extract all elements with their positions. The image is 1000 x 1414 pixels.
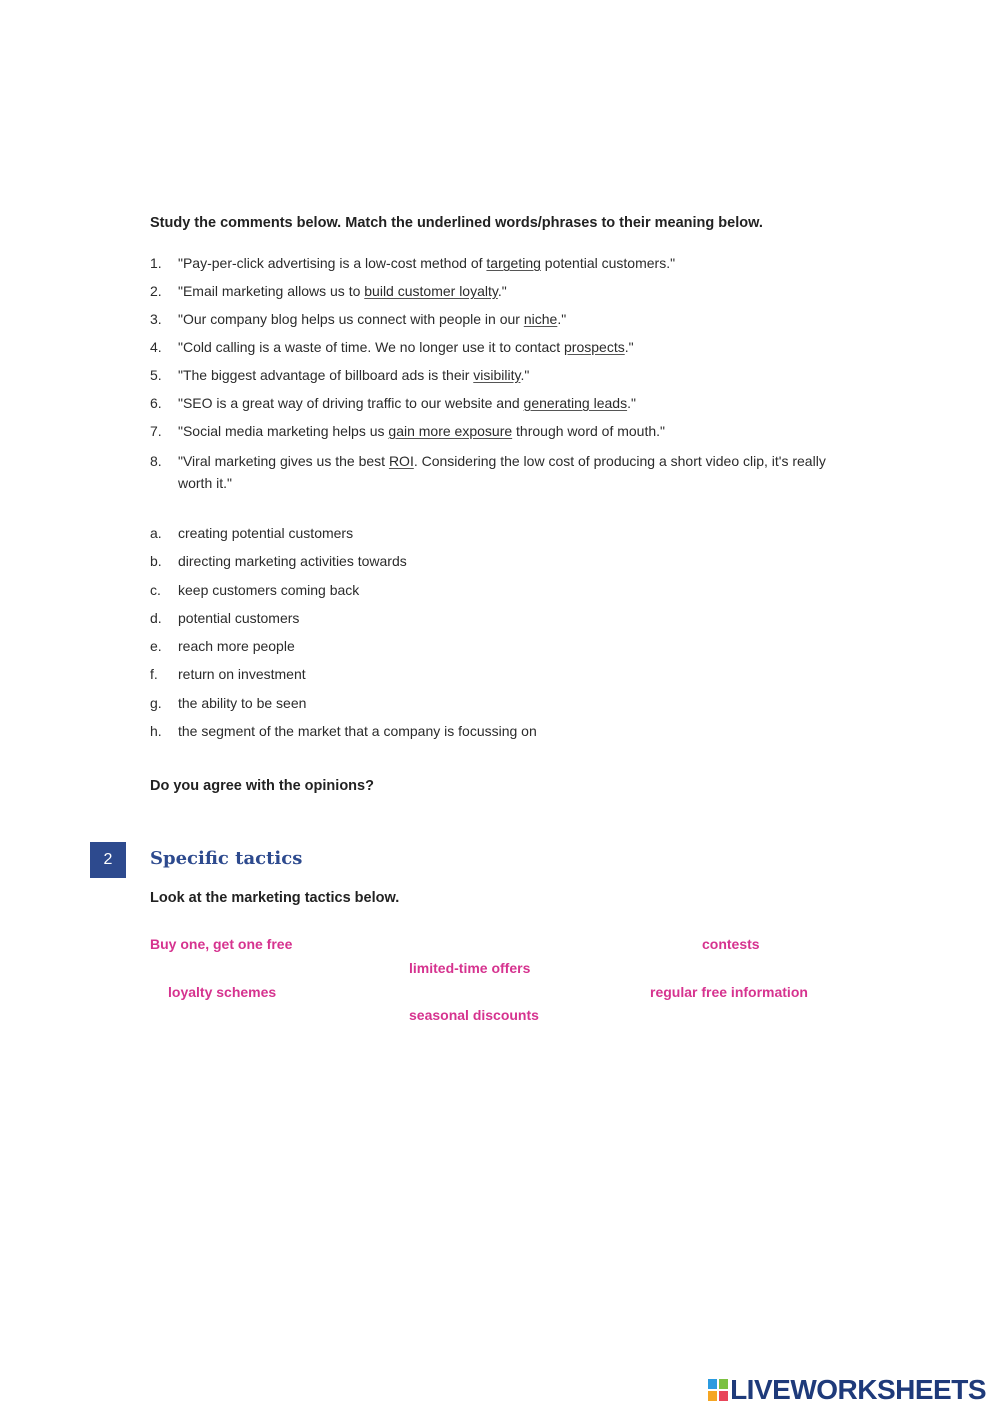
meaning-text: return on investment <box>178 666 306 683</box>
comment-text-after: ." <box>557 311 567 327</box>
meaning-item <box>150 722 537 750</box>
meanings-list <box>150 524 537 750</box>
meaning-text: keep customers coming back <box>178 581 360 598</box>
comment-number: 5. <box>150 367 162 383</box>
underlined-term: gain more exposure <box>388 423 513 439</box>
comment-item <box>150 282 840 301</box>
underlined-term: generating leads <box>523 395 628 411</box>
comment-number: 2. <box>150 283 162 299</box>
underlined-term: prospects <box>564 339 625 355</box>
comment-item <box>150 338 840 357</box>
tactic-word: loyalty schemes <box>168 984 277 1000</box>
logo-text: LIVEWORKSHEETS <box>730 1374 986 1405</box>
meaning-letter: f. <box>150 666 158 683</box>
comment-number: 3. <box>150 311 162 327</box>
liveworksheets-logo <box>708 1374 986 1406</box>
comment-text-before: "Social media marketing helps us <box>178 423 389 439</box>
comment-item <box>150 422 840 441</box>
exercise-instruction: Study the comments below. Match the underlined words/phrases to their meaning below. <box>150 215 763 231</box>
comment-text-after: potential customers." <box>540 255 676 271</box>
meaning-letter: d. <box>150 609 162 626</box>
meaning-text: the segment of the market that a company is focussing on <box>178 723 537 740</box>
comment-text-before: "SEO is a great way of driving traffic to our website and <box>178 395 524 411</box>
liveworksheets-logo-icon <box>708 1379 728 1401</box>
meaning-item <box>150 552 537 580</box>
comment-text-before: "Viral marketing gives us the best <box>178 453 389 469</box>
comment-text-before: "Our company blog helps us connect with people in our <box>178 311 524 327</box>
meaning-letter: g. <box>150 694 162 711</box>
meaning-item <box>150 637 537 665</box>
tactic-word: contests <box>702 936 760 952</box>
comment-number: 6. <box>150 395 162 411</box>
comment-text-after: ." <box>624 339 634 355</box>
comment-item <box>150 394 840 413</box>
underlined-term: niche <box>523 311 558 327</box>
tactic-word: seasonal discounts <box>409 1007 539 1023</box>
comment-number: 8. <box>150 453 162 469</box>
meaning-item <box>150 694 537 722</box>
tactic-word: regular free information <box>650 984 808 1000</box>
meaning-letter: h. <box>150 723 162 740</box>
meaning-text: potential customers <box>178 609 300 626</box>
meaning-text: the ability to be seen <box>178 694 307 711</box>
comments-list <box>150 254 840 503</box>
comment-text-after: ." <box>627 395 636 411</box>
underlined-term: ROI <box>388 453 414 469</box>
underlined-term: visibility <box>473 367 521 383</box>
comment-item <box>150 310 840 329</box>
comment-item <box>150 366 840 385</box>
comment-text-after: through word of mouth." <box>512 423 665 439</box>
tactic-word: limited-time offers <box>409 960 531 976</box>
comment-item <box>150 450 840 494</box>
section-number-badge: 2 <box>90 842 126 878</box>
comment-number: 4. <box>150 339 162 355</box>
comment-item <box>150 254 840 273</box>
comment-text-after: ." <box>497 283 507 299</box>
meaning-item <box>150 665 537 693</box>
underlined-term: build customer loyalty <box>364 283 498 299</box>
meaning-text: directing marketing activities towards <box>178 553 407 570</box>
comment-number: 1. <box>150 255 162 271</box>
comment-text-before: "Email marketing allows us to <box>178 283 365 299</box>
comment-text-before: "Pay-per-click advertising is a low-cost method of <box>178 255 487 271</box>
meaning-text: creating potential customers <box>178 525 354 541</box>
meaning-letter: b. <box>150 553 162 570</box>
comment-text-before: "The biggest advantage of billboard ads is their <box>178 367 474 383</box>
meaning-letter: e. <box>150 638 162 655</box>
comment-text-after: . Considering the low cost of producing a short video clip, it's really worth it." <box>178 453 826 491</box>
tactic-word: Buy one, get one free <box>150 936 293 952</box>
discussion-question: Do you agree with the opinions? <box>150 778 374 794</box>
meaning-text: reach more people <box>178 638 295 655</box>
underlined-term: targeting <box>486 255 541 271</box>
meaning-letter: a. <box>150 525 162 541</box>
comment-text-before: "Cold calling is a waste of time. We no longer use it to contact <box>178 339 565 355</box>
section-instruction: Look at the marketing tactics below. <box>150 890 400 906</box>
comment-number: 7. <box>150 423 162 439</box>
comment-text-after: ." <box>520 367 530 383</box>
section-title: Specific tactics <box>150 848 303 869</box>
meaning-letter: c. <box>150 581 161 598</box>
meaning-item <box>150 609 537 637</box>
meaning-item <box>150 581 537 609</box>
meaning-item <box>150 524 537 552</box>
